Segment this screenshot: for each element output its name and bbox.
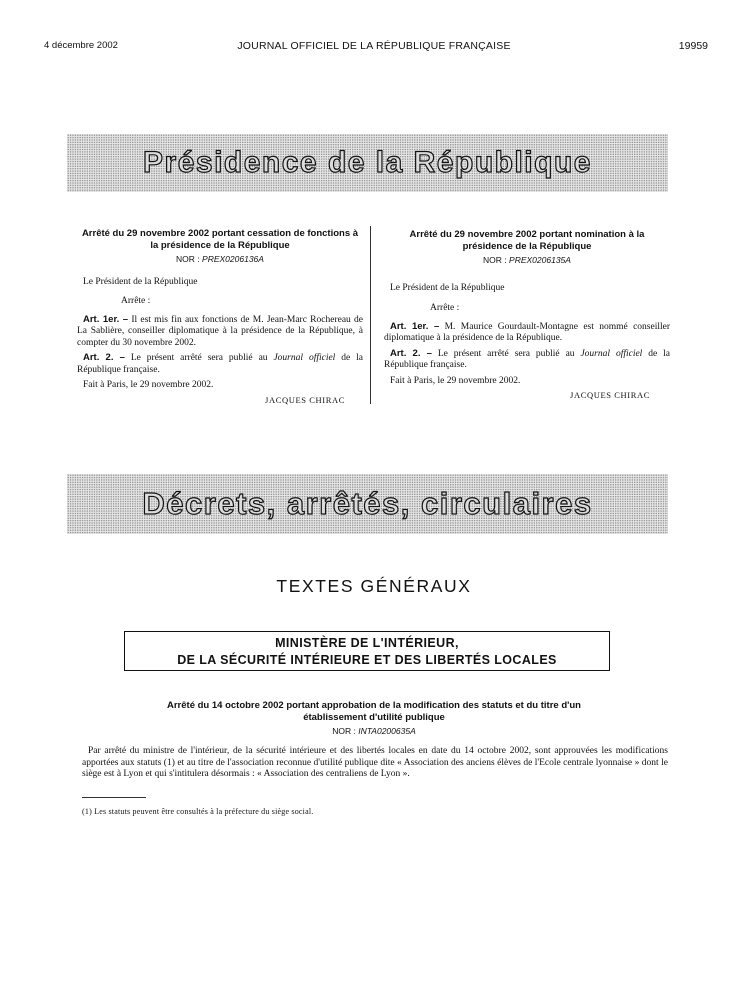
article-2 xyxy=(77,352,363,376)
arrete-text: Arrête : xyxy=(430,303,460,313)
footnote-rule xyxy=(82,797,146,798)
footnote: (1) Les statuts peuvent être consultés à la préfecture du siège social. xyxy=(82,807,314,816)
nor-label: NOR : xyxy=(483,255,507,265)
fait-a-paris: Fait à Paris, le 29 novembre 2002. xyxy=(83,380,214,390)
column-divider xyxy=(370,226,371,404)
nor-line xyxy=(140,726,608,736)
journal-officiel-ref: Journal officiel xyxy=(580,348,643,359)
section-title: TEXTES GÉNÉRAUX xyxy=(276,576,472,596)
article-1-text: Il est mis fin aux fonctions de M. Jean-Marc Rochereau de La Sablière, conseiller diplomatique à la présidence de la République, à compter du 30 novembre 2002. xyxy=(77,314,364,348)
nor-line xyxy=(77,254,363,266)
article-1 xyxy=(77,314,363,350)
ministry-box xyxy=(124,631,610,671)
article-1-text: M. Maurice Gourdault-Montagne est nommé conseiller diplomatique à la présidence de la République. xyxy=(384,321,670,343)
article-2-text: Le présent arrêté sera publié au xyxy=(130,353,268,363)
article-2-label: Art. 2. – xyxy=(83,352,125,363)
header-journal-title: JOURNAL OFFICIEL DE LA RÉPUBLIQUE FRANÇAISE xyxy=(237,40,511,52)
article-interieur xyxy=(140,700,608,736)
ministry-line-2: DE LA SÉCURITÉ INTÉRIEURE ET DES LIBERTÉS LOCALES xyxy=(177,653,557,667)
intro-text: Le Président de la République xyxy=(83,276,198,287)
section-banner-presidence xyxy=(67,134,668,192)
nor-code: PREX0206136A xyxy=(202,254,264,264)
article-title: Arrêté du 14 octobre 2002 portant approbation de la modification des statuts et du titre d'un établissement d'utilité publique xyxy=(167,700,581,723)
nor-line xyxy=(384,255,670,267)
banner-title: Présidence de la République xyxy=(143,146,592,179)
article-2-text: Le présent arrêté sera publié au xyxy=(437,348,575,359)
signature: JACQUES CHIRAC xyxy=(570,390,650,400)
fait-a-paris: Fait à Paris, le 29 novembre 2002. xyxy=(390,375,521,386)
journal-officiel-ref: Journal officiel xyxy=(273,353,336,363)
header-date: 4 décembre 2002 xyxy=(44,40,118,51)
banner-title: Décrets, arrêtés, circulaires xyxy=(142,486,593,521)
header-page-number: 19959 xyxy=(678,40,708,52)
article-title: Arrêté du 29 novembre 2002 portant cessation de fonctions à la présidence de la République xyxy=(81,228,359,251)
nor-label: NOR : xyxy=(332,726,356,736)
nor-label: NOR : xyxy=(176,254,200,264)
article-body: Par arrêté du ministre de l'intérieur, de la sécurité intérieure et des libertés locales en date du 14 octobre 2002, sont approuvées les modifications apportées aux statuts (1) et au titre de l'association reconnue d'utilité publique dite « Association des anciens élèves de l'Ecole centrale lyonnaise » dont le siège est à Lyon et qui s'intitulera désormais : « Association des centraliens de Lyon ». xyxy=(82,746,668,779)
article-2-text-end: de la République française. xyxy=(77,353,363,375)
article-1-label: Art. 1er. – xyxy=(390,320,440,332)
article-left xyxy=(77,228,363,406)
article-2 xyxy=(384,348,670,372)
article-right xyxy=(384,229,670,402)
nor-code: INTA0200635A xyxy=(358,726,416,736)
section-banner-decrets xyxy=(67,474,668,534)
article-1 xyxy=(384,321,670,345)
article-2-text-end: de la République française. xyxy=(384,348,670,370)
signature: JACQUES CHIRAC xyxy=(265,394,345,405)
arrete-text: Arrête : xyxy=(121,296,151,306)
article-title: Arrêté du 29 novembre 2002 portant nomination à la présidence de la République xyxy=(409,229,645,252)
ministry-line-1: MINISTÈRE DE L'INTÉRIEUR, xyxy=(275,636,459,650)
article-1-label: Art. 1er. – xyxy=(83,313,129,325)
article-2-label: Art. 2. – xyxy=(390,347,432,359)
intro-text: Le Président de la République xyxy=(390,282,505,293)
nor-code: PREX0206135A xyxy=(509,255,571,265)
